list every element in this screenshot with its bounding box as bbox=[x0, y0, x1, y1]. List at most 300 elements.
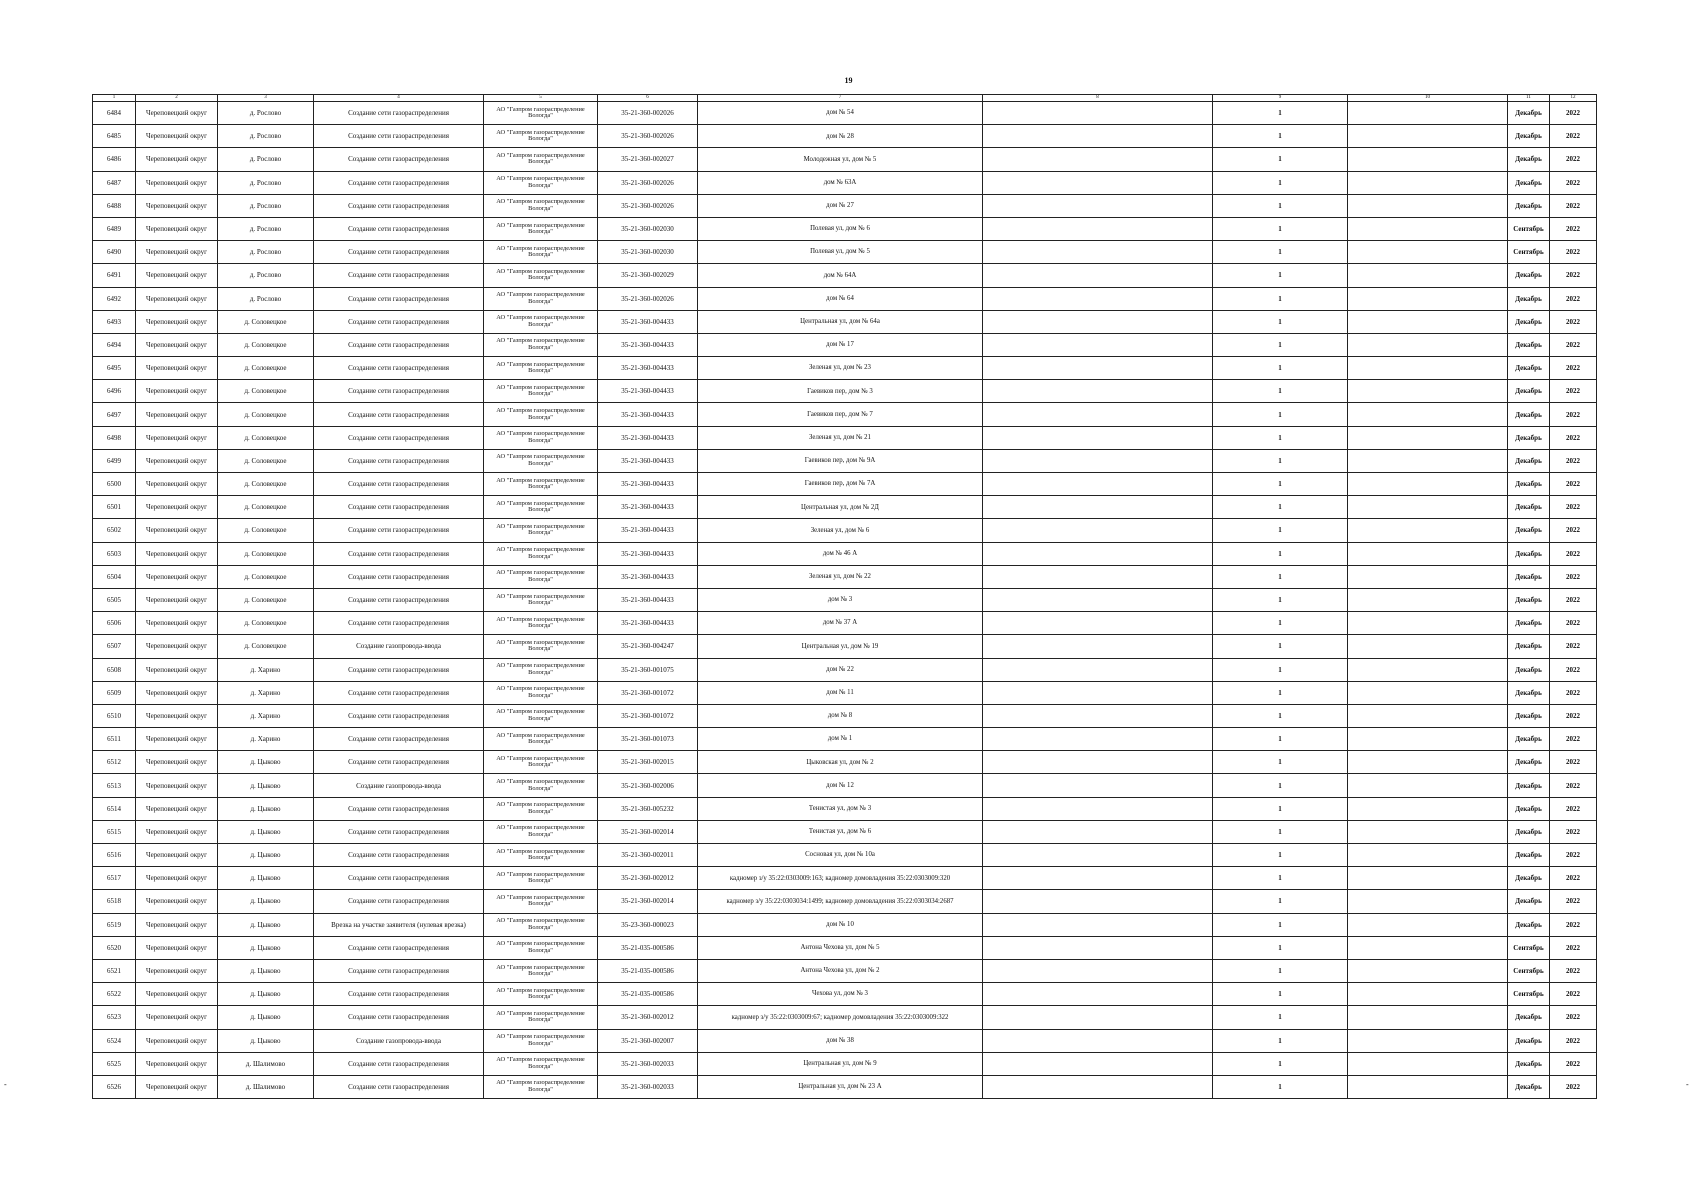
cell-col-year: 2022 bbox=[1550, 728, 1597, 751]
cell-col-organization: АО "Газпром газораспределение Вологда" bbox=[484, 125, 598, 148]
cell-col-year: 2022 bbox=[1550, 635, 1597, 658]
header-col-empty-8: 8 bbox=[983, 95, 1213, 102]
table-body bbox=[93, 102, 1597, 1099]
cell-col-district: Череповецкий округ bbox=[136, 1075, 218, 1098]
cell-col-empty-10 bbox=[1348, 542, 1508, 565]
cell-col-empty-8 bbox=[983, 333, 1213, 356]
cell-col-empty-10 bbox=[1348, 983, 1508, 1006]
cell-col-quantity: 1 bbox=[1213, 867, 1348, 890]
header-col-quantity: 9 bbox=[1213, 95, 1348, 102]
cell-col-year: 2022 bbox=[1550, 171, 1597, 194]
cell-col-settlement: д. Рослово bbox=[218, 217, 314, 240]
cell-col-settlement: д. Цыково bbox=[218, 867, 314, 890]
cell-col-empty-10 bbox=[1348, 496, 1508, 519]
cell-col-application-number: 35-21-360-004433 bbox=[598, 333, 698, 356]
cell-col-index: 6523 bbox=[93, 1006, 136, 1029]
cell-col-index: 6503 bbox=[93, 542, 136, 565]
cell-col-month: Декабрь bbox=[1508, 797, 1550, 820]
cell-col-empty-10 bbox=[1348, 959, 1508, 982]
cell-col-work-type: Создание сети газораспределения bbox=[314, 496, 484, 519]
cell-col-application-number: 35-21-360-004247 bbox=[598, 635, 698, 658]
cell-col-month: Декабрь bbox=[1508, 287, 1550, 310]
cell-col-month: Декабрь bbox=[1508, 194, 1550, 217]
cell-col-month: Декабрь bbox=[1508, 658, 1550, 681]
cell-col-empty-8 bbox=[983, 867, 1213, 890]
cell-col-quantity: 1 bbox=[1213, 449, 1348, 472]
cell-col-empty-10 bbox=[1348, 774, 1508, 797]
cell-col-year: 2022 bbox=[1550, 473, 1597, 496]
cell-col-organization: АО "Газпром газораспределение Вологда" bbox=[484, 148, 598, 171]
cell-col-work-type: Создание сети газораспределения bbox=[314, 844, 484, 867]
cell-col-settlement: д. Соловецкое bbox=[218, 588, 314, 611]
table-row bbox=[93, 171, 1597, 194]
cell-col-empty-10 bbox=[1348, 867, 1508, 890]
cell-col-quantity: 1 bbox=[1213, 797, 1348, 820]
cell-col-district: Череповецкий округ bbox=[136, 519, 218, 542]
cell-col-empty-10 bbox=[1348, 913, 1508, 936]
cell-col-work-type: Создание сети газораспределения bbox=[314, 1052, 484, 1075]
cell-col-empty-8 bbox=[983, 241, 1213, 264]
cell-col-application-number: 35-21-360-002033 bbox=[598, 1052, 698, 1075]
cell-col-index: 6500 bbox=[93, 473, 136, 496]
cell-col-quantity: 1 bbox=[1213, 426, 1348, 449]
cell-col-index: 6524 bbox=[93, 1029, 136, 1052]
cell-col-year: 2022 bbox=[1550, 310, 1597, 333]
cell-col-settlement: д. Рослово bbox=[218, 102, 314, 125]
cell-col-index: 6507 bbox=[93, 635, 136, 658]
cell-col-address: Зеленая ул, дом № 6 bbox=[698, 519, 983, 542]
cell-col-index: 6511 bbox=[93, 728, 136, 751]
cell-col-address: Цыковская ул, дом № 2 bbox=[698, 751, 983, 774]
cell-col-month: Декабрь bbox=[1508, 844, 1550, 867]
cell-col-district: Череповецкий округ bbox=[136, 241, 218, 264]
cell-col-empty-8 bbox=[983, 449, 1213, 472]
cell-col-index: 6518 bbox=[93, 890, 136, 913]
table-row bbox=[93, 217, 1597, 240]
cell-col-index: 6499 bbox=[93, 449, 136, 472]
cell-col-settlement: д. Цыково bbox=[218, 797, 314, 820]
cell-col-year: 2022 bbox=[1550, 194, 1597, 217]
cell-col-month: Декабрь bbox=[1508, 588, 1550, 611]
cell-col-settlement: д. Рослово bbox=[218, 171, 314, 194]
cell-col-empty-10 bbox=[1348, 612, 1508, 635]
cell-col-address: Центральная ул, дом № 9 bbox=[698, 1052, 983, 1075]
cell-col-year: 2022 bbox=[1550, 542, 1597, 565]
table-row bbox=[93, 728, 1597, 751]
cell-col-empty-10 bbox=[1348, 310, 1508, 333]
cell-col-district: Череповецкий округ bbox=[136, 496, 218, 519]
cell-col-empty-8 bbox=[983, 844, 1213, 867]
cell-col-empty-8 bbox=[983, 983, 1213, 1006]
cell-col-district: Череповецкий округ bbox=[136, 820, 218, 843]
cell-col-application-number: 35-21-360-002026 bbox=[598, 171, 698, 194]
header-col-empty-10: 10 bbox=[1348, 95, 1508, 102]
cell-col-quantity: 1 bbox=[1213, 890, 1348, 913]
cell-col-application-number: 35-21-360-004433 bbox=[598, 496, 698, 519]
cell-col-quantity: 1 bbox=[1213, 983, 1348, 1006]
cell-col-empty-8 bbox=[983, 890, 1213, 913]
table-row bbox=[93, 449, 1597, 472]
cell-col-empty-8 bbox=[983, 148, 1213, 171]
cell-col-empty-10 bbox=[1348, 658, 1508, 681]
cell-col-work-type: Создание сети газораспределения bbox=[314, 449, 484, 472]
cell-col-month: Декабрь bbox=[1508, 148, 1550, 171]
cell-col-empty-8 bbox=[983, 380, 1213, 403]
table-row bbox=[93, 519, 1597, 542]
cell-col-address: дом № 8 bbox=[698, 704, 983, 727]
header-col-organization: 5 bbox=[484, 95, 598, 102]
cell-col-index: 6484 bbox=[93, 102, 136, 125]
cell-col-settlement: д. Харино bbox=[218, 681, 314, 704]
cell-col-index: 6513 bbox=[93, 774, 136, 797]
cell-col-organization: АО "Газпром газораспределение Вологда" bbox=[484, 588, 598, 611]
cell-col-empty-8 bbox=[983, 774, 1213, 797]
cell-col-organization: АО "Газпром газораспределение Вологда" bbox=[484, 565, 598, 588]
cell-col-quantity: 1 bbox=[1213, 681, 1348, 704]
cell-col-quantity: 1 bbox=[1213, 658, 1348, 681]
cell-col-empty-10 bbox=[1348, 936, 1508, 959]
cell-col-quantity: 1 bbox=[1213, 519, 1348, 542]
cell-col-empty-10 bbox=[1348, 194, 1508, 217]
cell-col-organization: АО "Газпром газораспределение Вологда" bbox=[484, 217, 598, 240]
cell-col-empty-10 bbox=[1348, 1075, 1508, 1098]
cell-col-empty-10 bbox=[1348, 264, 1508, 287]
cell-col-organization: АО "Газпром газораспределение Вологда" bbox=[484, 287, 598, 310]
cell-col-index: 6492 bbox=[93, 287, 136, 310]
cell-col-address: Гаевиков пер, дом № 7 bbox=[698, 403, 983, 426]
cell-col-district: Череповецкий округ bbox=[136, 426, 218, 449]
cell-col-district: Череповецкий округ bbox=[136, 171, 218, 194]
cell-col-settlement: д. Соловецкое bbox=[218, 403, 314, 426]
cell-col-month: Декабрь bbox=[1508, 565, 1550, 588]
cell-col-address: Сосновая ул, дом № 10а bbox=[698, 844, 983, 867]
cell-col-empty-10 bbox=[1348, 125, 1508, 148]
cell-col-index: 6488 bbox=[93, 194, 136, 217]
cell-col-application-number: 35-21-360-005232 bbox=[598, 797, 698, 820]
cell-col-work-type: Создание газопровода-ввода bbox=[314, 774, 484, 797]
cell-col-application-number: 35-21-360-002014 bbox=[598, 820, 698, 843]
cell-col-address: дом № 37 А bbox=[698, 612, 983, 635]
cell-col-application-number: 35-21-035-000586 bbox=[598, 936, 698, 959]
cell-col-district: Череповецкий округ bbox=[136, 658, 218, 681]
cell-col-work-type: Создание сети газораспределения bbox=[314, 519, 484, 542]
cell-col-empty-10 bbox=[1348, 1006, 1508, 1029]
cell-col-address: дом № 63А bbox=[698, 171, 983, 194]
cell-col-work-type: Создание сети газораспределения bbox=[314, 217, 484, 240]
cell-col-quantity: 1 bbox=[1213, 588, 1348, 611]
cell-col-month: Декабрь bbox=[1508, 426, 1550, 449]
cell-col-work-type: Создание сети газораспределения bbox=[314, 171, 484, 194]
cell-col-work-type: Врезка на участке заявителя (нулевая врезка) bbox=[314, 913, 484, 936]
cell-col-work-type: Создание сети газораспределения bbox=[314, 728, 484, 751]
cell-col-application-number: 35-21-035-000586 bbox=[598, 983, 698, 1006]
cell-col-organization: АО "Газпром газораспределение Вологда" bbox=[484, 542, 598, 565]
cell-col-work-type: Создание сети газораспределения bbox=[314, 867, 484, 890]
cell-col-work-type: Создание сети газораспределения bbox=[314, 1075, 484, 1098]
cell-col-year: 2022 bbox=[1550, 496, 1597, 519]
cell-col-quantity: 1 bbox=[1213, 287, 1348, 310]
header-col-settlement: 3 bbox=[218, 95, 314, 102]
cell-col-settlement: д. Соловецкое bbox=[218, 635, 314, 658]
table-row bbox=[93, 380, 1597, 403]
cell-col-work-type: Создание сети газораспределения bbox=[314, 681, 484, 704]
cell-col-settlement: д. Соловецкое bbox=[218, 357, 314, 380]
cell-col-application-number: 35-21-360-004433 bbox=[598, 473, 698, 496]
cell-col-empty-10 bbox=[1348, 844, 1508, 867]
cell-col-month: Декабрь bbox=[1508, 704, 1550, 727]
cell-col-month: Декабрь bbox=[1508, 403, 1550, 426]
cell-col-month: Декабрь bbox=[1508, 1006, 1550, 1029]
cell-col-quantity: 1 bbox=[1213, 959, 1348, 982]
cell-col-application-number: 35-21-360-002026 bbox=[598, 194, 698, 217]
cell-col-month: Декабрь bbox=[1508, 681, 1550, 704]
cell-col-settlement: д. Соловецкое bbox=[218, 542, 314, 565]
header-col-index: 1 bbox=[93, 95, 136, 102]
cell-col-year: 2022 bbox=[1550, 426, 1597, 449]
cell-col-index: 6512 bbox=[93, 751, 136, 774]
cell-col-empty-10 bbox=[1348, 171, 1508, 194]
table-row bbox=[93, 565, 1597, 588]
cell-col-work-type: Создание сети газораспределения bbox=[314, 751, 484, 774]
cell-col-empty-8 bbox=[983, 936, 1213, 959]
cell-col-application-number: 35-21-360-002030 bbox=[598, 217, 698, 240]
cell-col-district: Череповецкий округ bbox=[136, 681, 218, 704]
cell-col-organization: АО "Газпром газораспределение Вологда" bbox=[484, 681, 598, 704]
cell-col-year: 2022 bbox=[1550, 774, 1597, 797]
cell-col-district: Череповецкий округ bbox=[136, 844, 218, 867]
cell-col-index: 6520 bbox=[93, 936, 136, 959]
cell-col-work-type: Создание сети газораспределения bbox=[314, 542, 484, 565]
cell-col-application-number: 35-21-360-001072 bbox=[598, 681, 698, 704]
cell-col-application-number: 35-21-360-002027 bbox=[598, 148, 698, 171]
cell-col-quantity: 1 bbox=[1213, 820, 1348, 843]
cell-col-address: Зеленая ул, дом № 22 bbox=[698, 565, 983, 588]
cell-col-district: Череповецкий округ bbox=[136, 473, 218, 496]
cell-col-quantity: 1 bbox=[1213, 635, 1348, 658]
cell-col-index: 6517 bbox=[93, 867, 136, 890]
cell-col-empty-8 bbox=[983, 1029, 1213, 1052]
cell-col-year: 2022 bbox=[1550, 1052, 1597, 1075]
cell-col-empty-10 bbox=[1348, 565, 1508, 588]
cell-col-empty-8 bbox=[983, 588, 1213, 611]
cell-col-month: Декабрь bbox=[1508, 774, 1550, 797]
cell-col-year: 2022 bbox=[1550, 102, 1597, 125]
cell-col-index: 6497 bbox=[93, 403, 136, 426]
cell-col-address: Центральная ул, дом № 2Д bbox=[698, 496, 983, 519]
header-col-month: 11 bbox=[1508, 95, 1550, 102]
cell-col-quantity: 1 bbox=[1213, 1075, 1348, 1098]
cell-col-settlement: д. Рослово bbox=[218, 148, 314, 171]
cell-col-address: дом № 64А bbox=[698, 264, 983, 287]
cell-col-empty-10 bbox=[1348, 820, 1508, 843]
cell-col-index: 6525 bbox=[93, 1052, 136, 1075]
cell-col-work-type: Создание сети газораспределения bbox=[314, 310, 484, 333]
table-row bbox=[93, 959, 1597, 982]
cell-col-year: 2022 bbox=[1550, 565, 1597, 588]
cell-col-application-number: 35-21-360-002014 bbox=[598, 890, 698, 913]
cell-col-district: Череповецкий округ bbox=[136, 148, 218, 171]
cell-col-empty-8 bbox=[983, 310, 1213, 333]
cell-col-quantity: 1 bbox=[1213, 1006, 1348, 1029]
left-margin-mark: - bbox=[4, 1080, 7, 1089]
cell-col-empty-8 bbox=[983, 751, 1213, 774]
cell-col-application-number: 35-21-360-004433 bbox=[598, 310, 698, 333]
cell-col-district: Череповецкий округ bbox=[136, 542, 218, 565]
cell-col-work-type: Создание сети газораспределения bbox=[314, 194, 484, 217]
table-row bbox=[93, 473, 1597, 496]
cell-col-month: Декабрь bbox=[1508, 102, 1550, 125]
cell-col-settlement: д. Шалимово bbox=[218, 1052, 314, 1075]
cell-col-year: 2022 bbox=[1550, 983, 1597, 1006]
cell-col-settlement: д. Цыково bbox=[218, 890, 314, 913]
cell-col-quantity: 1 bbox=[1213, 403, 1348, 426]
cell-col-organization: АО "Газпром газораспределение Вологда" bbox=[484, 728, 598, 751]
cell-col-year: 2022 bbox=[1550, 217, 1597, 240]
cell-col-work-type: Создание сети газораспределения bbox=[314, 357, 484, 380]
cell-col-organization: АО "Газпром газораспределение Вологда" bbox=[484, 867, 598, 890]
cell-col-application-number: 35-21-360-004433 bbox=[598, 612, 698, 635]
cell-col-district: Череповецкий округ bbox=[136, 774, 218, 797]
cell-col-application-number: 35-21-360-004433 bbox=[598, 588, 698, 611]
cell-col-empty-8 bbox=[983, 704, 1213, 727]
cell-col-application-number: 35-21-360-002033 bbox=[598, 1075, 698, 1098]
cell-col-year: 2022 bbox=[1550, 1075, 1597, 1098]
table-row bbox=[93, 310, 1597, 333]
cell-col-application-number: 35-21-360-001072 bbox=[598, 704, 698, 727]
cell-col-work-type: Создание сети газораспределения bbox=[314, 264, 484, 287]
cell-col-district: Череповецкий округ bbox=[136, 287, 218, 310]
cell-col-year: 2022 bbox=[1550, 844, 1597, 867]
cell-col-address: Полевая ул, дом № 5 bbox=[698, 241, 983, 264]
cell-col-month: Декабрь bbox=[1508, 1052, 1550, 1075]
cell-col-settlement: д. Соловецкое bbox=[218, 449, 314, 472]
cell-col-month: Декабрь bbox=[1508, 380, 1550, 403]
cell-col-year: 2022 bbox=[1550, 890, 1597, 913]
cell-col-organization: АО "Газпром газораспределение Вологда" bbox=[484, 519, 598, 542]
cell-col-empty-8 bbox=[983, 728, 1213, 751]
cell-col-empty-10 bbox=[1348, 380, 1508, 403]
cell-col-settlement: д. Соловецкое bbox=[218, 380, 314, 403]
cell-col-address: Полевая ул, дом № 6 bbox=[698, 217, 983, 240]
cell-col-settlement: д. Рослово bbox=[218, 125, 314, 148]
cell-col-organization: АО "Газпром газораспределение Вологда" bbox=[484, 890, 598, 913]
cell-col-index: 6521 bbox=[93, 959, 136, 982]
cell-col-empty-8 bbox=[983, 125, 1213, 148]
cell-col-empty-10 bbox=[1348, 148, 1508, 171]
cell-col-empty-8 bbox=[983, 357, 1213, 380]
cell-col-quantity: 1 bbox=[1213, 704, 1348, 727]
table-row bbox=[93, 820, 1597, 843]
cell-col-work-type: Создание сети газораспределения bbox=[314, 820, 484, 843]
cell-col-settlement: д. Цыково bbox=[218, 844, 314, 867]
cell-col-empty-10 bbox=[1348, 635, 1508, 658]
table-row bbox=[93, 403, 1597, 426]
cell-col-address: кадномер з/у 35:22:0303034:1499; кадномер домовладения 35:22:0303034:2687 bbox=[698, 890, 983, 913]
cell-col-address: дом № 12 bbox=[698, 774, 983, 797]
cell-col-quantity: 1 bbox=[1213, 751, 1348, 774]
cell-col-district: Череповецкий округ bbox=[136, 357, 218, 380]
cell-col-organization: АО "Газпром газораспределение Вологда" bbox=[484, 496, 598, 519]
cell-col-work-type: Создание газопровода-ввода bbox=[314, 635, 484, 658]
cell-col-index: 6494 bbox=[93, 333, 136, 356]
cell-col-empty-8 bbox=[983, 496, 1213, 519]
cell-col-year: 2022 bbox=[1550, 449, 1597, 472]
cell-col-empty-10 bbox=[1348, 333, 1508, 356]
cell-col-empty-8 bbox=[983, 1006, 1213, 1029]
table-row bbox=[93, 125, 1597, 148]
cell-col-organization: АО "Газпром газораспределение Вологда" bbox=[484, 612, 598, 635]
cell-col-address: дом № 1 bbox=[698, 728, 983, 751]
cell-col-settlement: д. Соловецкое bbox=[218, 565, 314, 588]
cell-col-quantity: 1 bbox=[1213, 612, 1348, 635]
table-row bbox=[93, 936, 1597, 959]
cell-col-settlement: д. Рослово bbox=[218, 287, 314, 310]
cell-col-district: Череповецкий округ bbox=[136, 194, 218, 217]
cell-col-district: Череповецкий округ bbox=[136, 635, 218, 658]
cell-col-address: дом № 17 bbox=[698, 333, 983, 356]
cell-col-address: дом № 46 А bbox=[698, 542, 983, 565]
cell-col-month: Декабрь bbox=[1508, 449, 1550, 472]
cell-col-quantity: 1 bbox=[1213, 217, 1348, 240]
cell-col-district: Череповецкий округ bbox=[136, 936, 218, 959]
cell-col-empty-8 bbox=[983, 1075, 1213, 1098]
cell-col-organization: АО "Газпром газораспределение Вологда" bbox=[484, 473, 598, 496]
cell-col-organization: АО "Газпром газораспределение Вологда" bbox=[484, 264, 598, 287]
cell-col-address: дом № 64 bbox=[698, 287, 983, 310]
header-col-district: 2 bbox=[136, 95, 218, 102]
cell-col-settlement: д. Соловецкое bbox=[218, 310, 314, 333]
cell-col-year: 2022 bbox=[1550, 287, 1597, 310]
cell-col-organization: АО "Газпром газораспределение Вологда" bbox=[484, 380, 598, 403]
cell-col-work-type: Создание сети газораспределения bbox=[314, 936, 484, 959]
cell-col-quantity: 1 bbox=[1213, 936, 1348, 959]
cell-col-organization: АО "Газпром газораспределение Вологда" bbox=[484, 102, 598, 125]
table-header-row bbox=[93, 95, 1597, 102]
cell-col-empty-8 bbox=[983, 519, 1213, 542]
cell-col-settlement: д. Рослово bbox=[218, 241, 314, 264]
table-row bbox=[93, 357, 1597, 380]
cell-col-district: Череповецкий округ bbox=[136, 751, 218, 774]
table-row bbox=[93, 496, 1597, 519]
cell-col-organization: АО "Газпром газораспределение Вологда" bbox=[484, 194, 598, 217]
cell-col-empty-10 bbox=[1348, 728, 1508, 751]
cell-col-year: 2022 bbox=[1550, 380, 1597, 403]
cell-col-empty-10 bbox=[1348, 403, 1508, 426]
cell-col-empty-8 bbox=[983, 612, 1213, 635]
cell-col-index: 6515 bbox=[93, 820, 136, 843]
cell-col-organization: АО "Газпром газораспределение Вологда" bbox=[484, 426, 598, 449]
table-row bbox=[93, 983, 1597, 1006]
header-col-application-number: 6 bbox=[598, 95, 698, 102]
cell-col-index: 6502 bbox=[93, 519, 136, 542]
cell-col-application-number: 35-21-035-000586 bbox=[598, 959, 698, 982]
cell-col-work-type: Создание сети газораспределения bbox=[314, 890, 484, 913]
cell-col-district: Череповецкий округ bbox=[136, 704, 218, 727]
cell-col-empty-10 bbox=[1348, 473, 1508, 496]
cell-col-year: 2022 bbox=[1550, 704, 1597, 727]
cell-col-index: 6498 bbox=[93, 426, 136, 449]
cell-col-month: Декабрь bbox=[1508, 820, 1550, 843]
cell-col-application-number: 35-21-360-002026 bbox=[598, 125, 698, 148]
cell-col-quantity: 1 bbox=[1213, 194, 1348, 217]
cell-col-settlement: д. Харино bbox=[218, 658, 314, 681]
cell-col-month: Декабрь bbox=[1508, 867, 1550, 890]
cell-col-district: Череповецкий округ bbox=[136, 217, 218, 240]
cell-col-settlement: д. Цыково bbox=[218, 774, 314, 797]
cell-col-month: Декабрь bbox=[1508, 1075, 1550, 1098]
cell-col-application-number: 35-23-360-000023 bbox=[598, 913, 698, 936]
cell-col-quantity: 1 bbox=[1213, 774, 1348, 797]
